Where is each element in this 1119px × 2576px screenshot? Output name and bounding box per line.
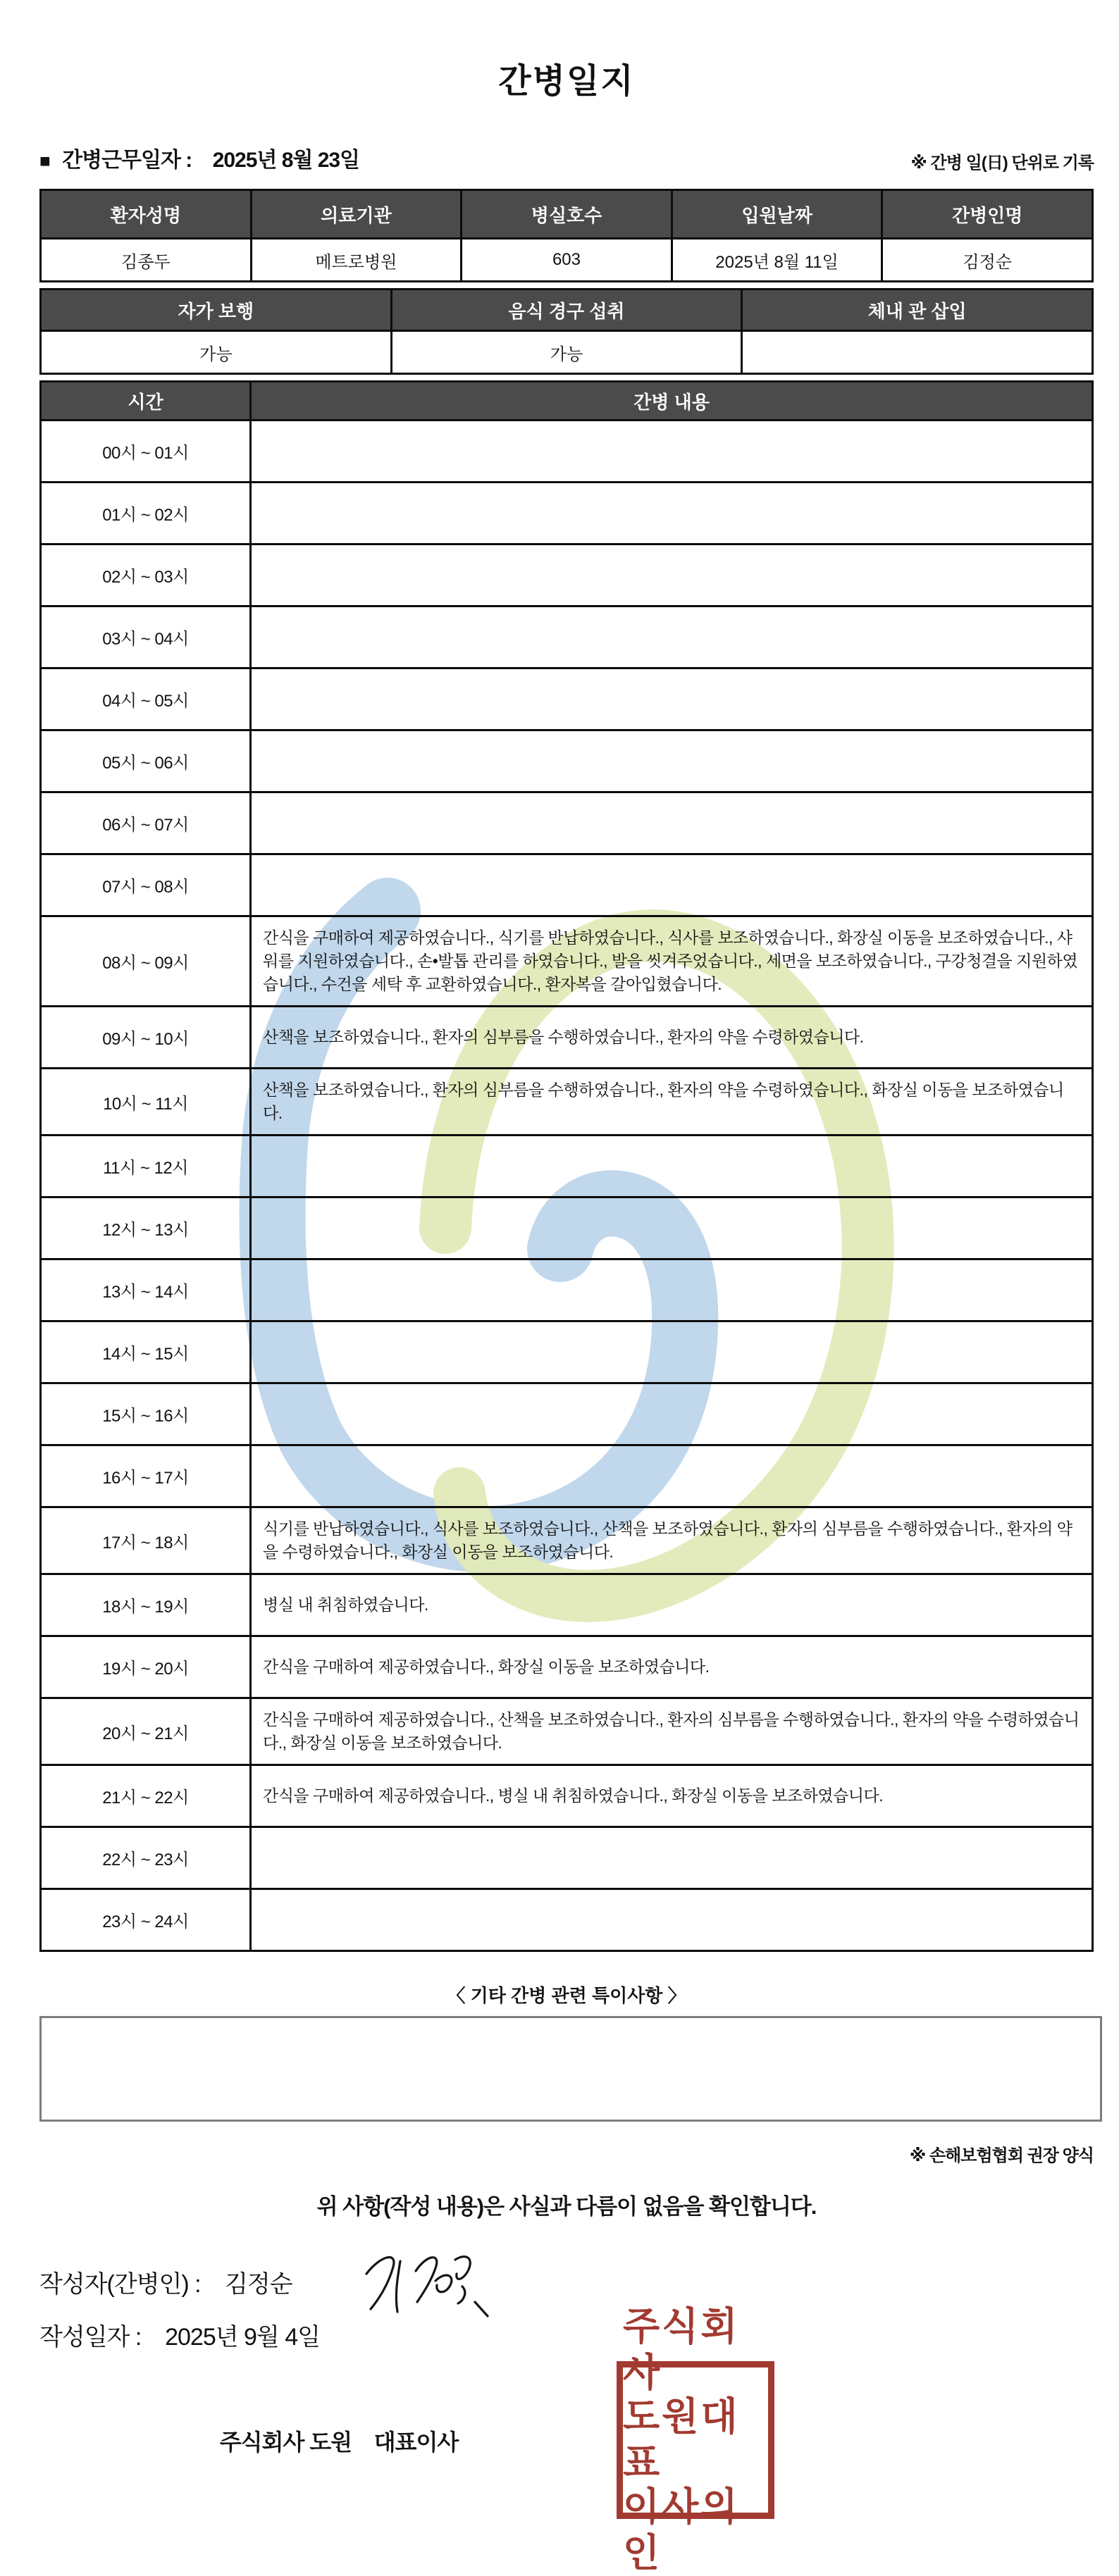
special-notes-box	[39, 2016, 1102, 2122]
care-content-cell	[251, 1259, 1093, 1321]
care-log-table	[39, 380, 1094, 1952]
care-time-cell: 03시 ~ 04시	[41, 606, 251, 668]
care-table-row	[41, 483, 1093, 545]
care-content-cell: 간식을 구매하여 제공하였습니다., 병실 내 취침하였습니다., 화장실 이동을 보조하였습니다.	[251, 1765, 1093, 1827]
care-time-cell: 21시 ~ 22시	[41, 1765, 251, 1827]
care-journal-page	[0, 62, 1119, 2575]
care-table-row	[41, 1445, 1093, 1507]
care-time-cell: 08시 ~ 09시	[41, 916, 251, 1007]
care-content-cell: 간식을 구매하여 제공하였습니다., 화장실 이동을 보조하였습니다.	[251, 1636, 1093, 1698]
care-table-row	[41, 668, 1093, 730]
care-time-cell: 07시 ~ 08시	[41, 854, 251, 916]
care-content-cell	[251, 1889, 1093, 1951]
care-content-cell	[251, 1383, 1093, 1445]
care-content-cell: 산책을 보조하였습니다., 환자의 심부름을 수행하였습니다., 환자의 약을 수령하였습니다.	[251, 1007, 1093, 1069]
confirmation-statement: 위 사항(작성 내용)은 사실과 다름이 없음을 확인합니다.	[316, 2194, 817, 2219]
care-table-row	[41, 421, 1093, 483]
unit-note: ※ 간병 일(日) 단위로 기록	[910, 154, 1094, 173]
care-time-cell: 05시 ~ 06시	[41, 730, 251, 792]
special-notes-heading: 〈 기타 간병 관련 특이사항 〉	[447, 1985, 686, 2006]
work-date-value: 2025년 8월 23일	[212, 149, 360, 172]
status-header-row	[41, 290, 1093, 331]
write-date-label: 작성일자 :	[39, 2324, 142, 2351]
care-time-cell: 18시 ~ 19시	[41, 1574, 251, 1636]
care-time-cell: 02시 ~ 03시	[41, 545, 251, 606]
care-table-row	[41, 730, 1093, 792]
work-date-line	[39, 142, 359, 173]
care-table-row	[41, 854, 1093, 916]
patient-header-cell: 병실호수	[462, 190, 672, 239]
patient-value-cell: 메트로병원	[251, 239, 462, 282]
care-table-row	[41, 1321, 1093, 1383]
care-table-row	[41, 792, 1093, 854]
care-time-cell: 20시 ~ 21시	[41, 1698, 251, 1765]
status-value-cell: 가능	[391, 331, 742, 374]
care-table-row	[41, 1069, 1093, 1135]
care-table-row	[41, 545, 1093, 606]
status-header-cell: 자가 보행	[41, 290, 392, 331]
care-content-cell	[251, 1445, 1093, 1507]
care-content-cell	[251, 1197, 1093, 1259]
seal-line-1: 주식회사	[623, 2305, 740, 2395]
page-title: 간병일지	[498, 63, 635, 100]
care-content-cell	[251, 730, 1093, 792]
care-time-cell: 14시 ~ 15시	[41, 1321, 251, 1383]
care-time-cell: 19시 ~ 20시	[41, 1636, 251, 1698]
care-content-cell	[251, 545, 1093, 606]
care-time-cell: 01시 ~ 02시	[41, 483, 251, 545]
care-table-row	[41, 1507, 1093, 1574]
write-date-line	[39, 2319, 1094, 2356]
writer-name: 김정순	[225, 2271, 292, 2298]
care-time-cell: 00시 ~ 01시	[41, 421, 251, 483]
care-time-cell: 06시 ~ 07시	[41, 792, 251, 854]
care-time-cell: 13시 ~ 14시	[41, 1259, 251, 1321]
patient-value-cell: 603	[462, 239, 672, 282]
care-content-cell	[251, 1321, 1093, 1383]
patient-value-cell: 김종두	[41, 239, 252, 282]
patient-info-table	[39, 189, 1094, 282]
care-table-row	[41, 1259, 1093, 1321]
patient-status-table	[39, 288, 1094, 375]
care-time-cell: 09시 ~ 10시	[41, 1007, 251, 1069]
care-header-row	[41, 382, 1093, 421]
status-value-cell: 가능	[41, 331, 392, 374]
care-table-row	[41, 1197, 1093, 1259]
seal-line-3: 이사의인	[623, 2485, 740, 2575]
care-time-cell: 22시 ~ 23시	[41, 1827, 251, 1889]
status-header-cell: 체내 관 삽입	[742, 290, 1093, 331]
care-table-row	[41, 1574, 1093, 1636]
care-content-cell: 간식을 구매하여 제공하였습니다., 식기를 반납하였습니다., 식사를 보조하였습니다., 화장실 이동을 보조하였습니다., 샤워를 지원하였습니다., 손•발톱 관리를 하였습니다., 발을 씻겨주었습니다., 세면을 보조하였습니다., 구강청결을 지원하였습니다., 수건을 세탁 후 교환하였습니다., 환자복을 갈아입혔습니다.	[251, 916, 1093, 1007]
care-table-row	[41, 606, 1093, 668]
care-time-cell: 17시 ~ 18시	[41, 1507, 251, 1574]
company-ceo-line: 주식회사 도원 대표이사	[219, 2429, 459, 2455]
care-content-cell: 산책을 보조하였습니다., 환자의 심부름을 수행하였습니다., 환자의 약을 수령하였습니다., 화장실 이동을 보조하였습니다.	[251, 1069, 1093, 1135]
care-content-cell	[251, 1135, 1093, 1197]
care-time-cell: 12시 ~ 13시	[41, 1197, 251, 1259]
care-time-cell: 11시 ~ 12시	[41, 1135, 251, 1197]
care-content-cell	[251, 421, 1093, 483]
handwritten-signature	[357, 2247, 497, 2325]
care-table-row	[41, 1698, 1093, 1765]
care-table-row	[41, 1383, 1093, 1445]
recommended-form-note: ※ 손해보험협회 권장 양식	[909, 2146, 1094, 2165]
care-table-row	[41, 1636, 1093, 1698]
work-date-label: 간병근무일자 :	[62, 149, 192, 172]
patient-header-cell: 간병인명	[882, 190, 1093, 239]
care-table-row	[41, 1007, 1093, 1069]
care-content-cell: 병실 내 취침하였습니다.	[251, 1574, 1093, 1636]
care-table-row	[41, 1765, 1093, 1827]
square-bullet-icon: ■	[39, 150, 50, 171]
care-time-cell: 04시 ~ 05시	[41, 668, 251, 730]
patient-header-cell: 입원날짜	[672, 190, 882, 239]
patient-value-row	[41, 239, 1093, 282]
care-content-cell	[251, 854, 1093, 916]
patient-value-cell: 김정순	[882, 239, 1093, 282]
care-content-cell: 식기를 반납하였습니다., 식사를 보조하였습니다., 산책을 보조하였습니다., 환자의 심부름을 수행하였습니다., 환자의 약을 수령하였습니다., 화장실 이동을 보조하였습니다.	[251, 1507, 1093, 1574]
status-value-cell	[742, 331, 1093, 374]
care-content-cell	[251, 668, 1093, 730]
care-content-cell: 간식을 구매하여 제공하였습니다., 산책을 보조하였습니다., 환자의 심부름을 수행하였습니다., 환자의 약을 수령하였습니다., 화장실 이동을 보조하였습니다.	[251, 1698, 1093, 1765]
care-table-row	[41, 916, 1093, 1007]
time-column-header: 시간	[41, 382, 251, 421]
patient-value-cell: 2025년 8월 11일	[672, 239, 882, 282]
care-time-cell: 15시 ~ 16시	[41, 1383, 251, 1445]
patient-header-row	[41, 190, 1093, 239]
care-time-cell: 10시 ~ 11시	[41, 1069, 251, 1135]
care-content-cell	[251, 792, 1093, 854]
patient-header-cell: 의료기관	[251, 190, 462, 239]
writer-line	[39, 2263, 1094, 2306]
seal-line-2: 도원대표	[623, 2395, 740, 2485]
content-column-header: 간병 내용	[251, 382, 1093, 421]
status-value-row	[41, 331, 1093, 374]
care-content-cell	[251, 606, 1093, 668]
care-time-cell: 23시 ~ 24시	[41, 1889, 251, 1951]
patient-header-cell: 환자성명	[41, 190, 252, 239]
care-content-cell	[251, 1827, 1093, 1889]
meta-row	[39, 142, 1094, 173]
care-content-cell	[251, 483, 1093, 545]
care-table-row	[41, 1889, 1093, 1951]
care-time-cell: 16시 ~ 17시	[41, 1445, 251, 1507]
corporate-seal-stamp	[617, 2305, 774, 2575]
write-date-value: 2025년 9월 4일	[165, 2324, 320, 2351]
care-table-row	[41, 1827, 1093, 1889]
status-header-cell: 음식 경구 섭취	[391, 290, 742, 331]
writer-label: 작성자(간병인) :	[39, 2271, 201, 2298]
care-table-row	[41, 1135, 1093, 1197]
